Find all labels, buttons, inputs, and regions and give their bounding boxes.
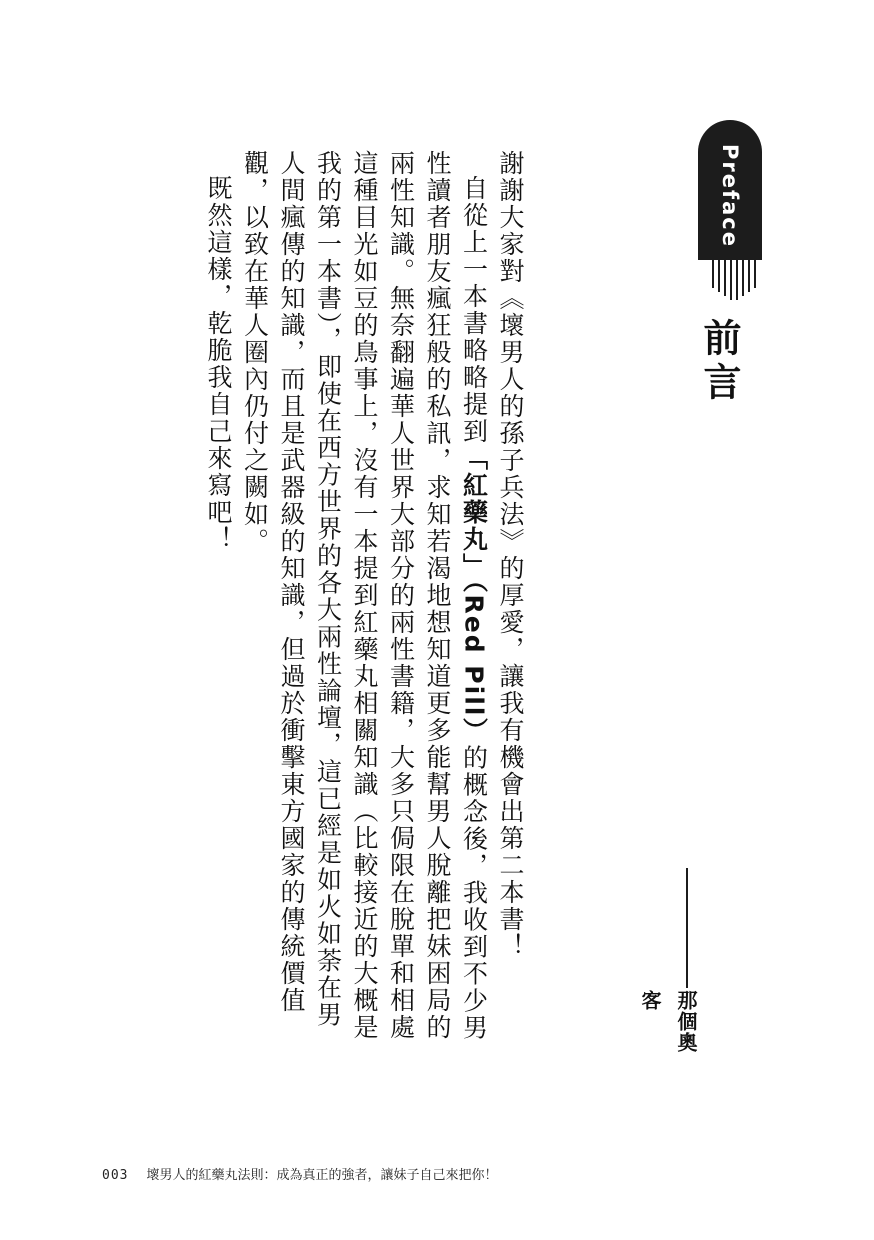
body-text — [198, 150, 528, 1050]
paragraph-3: 既然這樣，乾脆我自己來寫吧！ — [204, 175, 233, 553]
paragraph-2 — [236, 150, 492, 1050]
paragraph-1: 謝謝大家對《壞男人的孫子兵法》的厚愛，讓我有機會出第二本書！ — [496, 150, 525, 960]
page-number: 003 — [102, 1168, 129, 1183]
paragraph-2-rest: 的概念後，我收到不少男性讀者朋友瘋狂般的私訊，求知若渴地想知道更多能幫男人脫離把妹困局的兩性知識。無奈翻遍華人世界大部分的兩性書籍，大多只侷限在脫單和相處這種目光如豆的鳥事上，沒有一本提到紅藥丸相關知識（比較接近的大概是我的第一本書），即使在西方世界的各大兩性論壇，這已經是如火如荼在男人間瘋傳的知識，而且是武器級的知識，但過於衝擊東方國家的傳統價值觀，以致在華人圈內仍付之闕如。 — [240, 150, 489, 1042]
preface-label-text: Preface — [718, 144, 742, 248]
running-title: 壞男人的紅藥丸法則：成為真正的強者，讓妹子自己來把你！ — [146, 1168, 498, 1183]
red-pill-keyword: 「紅藥丸」（Red Pill） — [459, 445, 489, 745]
preface-label — [698, 120, 762, 260]
paragraph-2-start: 自從上一本書略略提到 — [459, 175, 489, 445]
author-name: 那個奧客 — [638, 990, 698, 1053]
author-rule — [686, 868, 688, 988]
page-footer — [102, 1164, 498, 1184]
decorative-lines — [712, 258, 756, 300]
page-title: 前言 — [697, 318, 741, 406]
